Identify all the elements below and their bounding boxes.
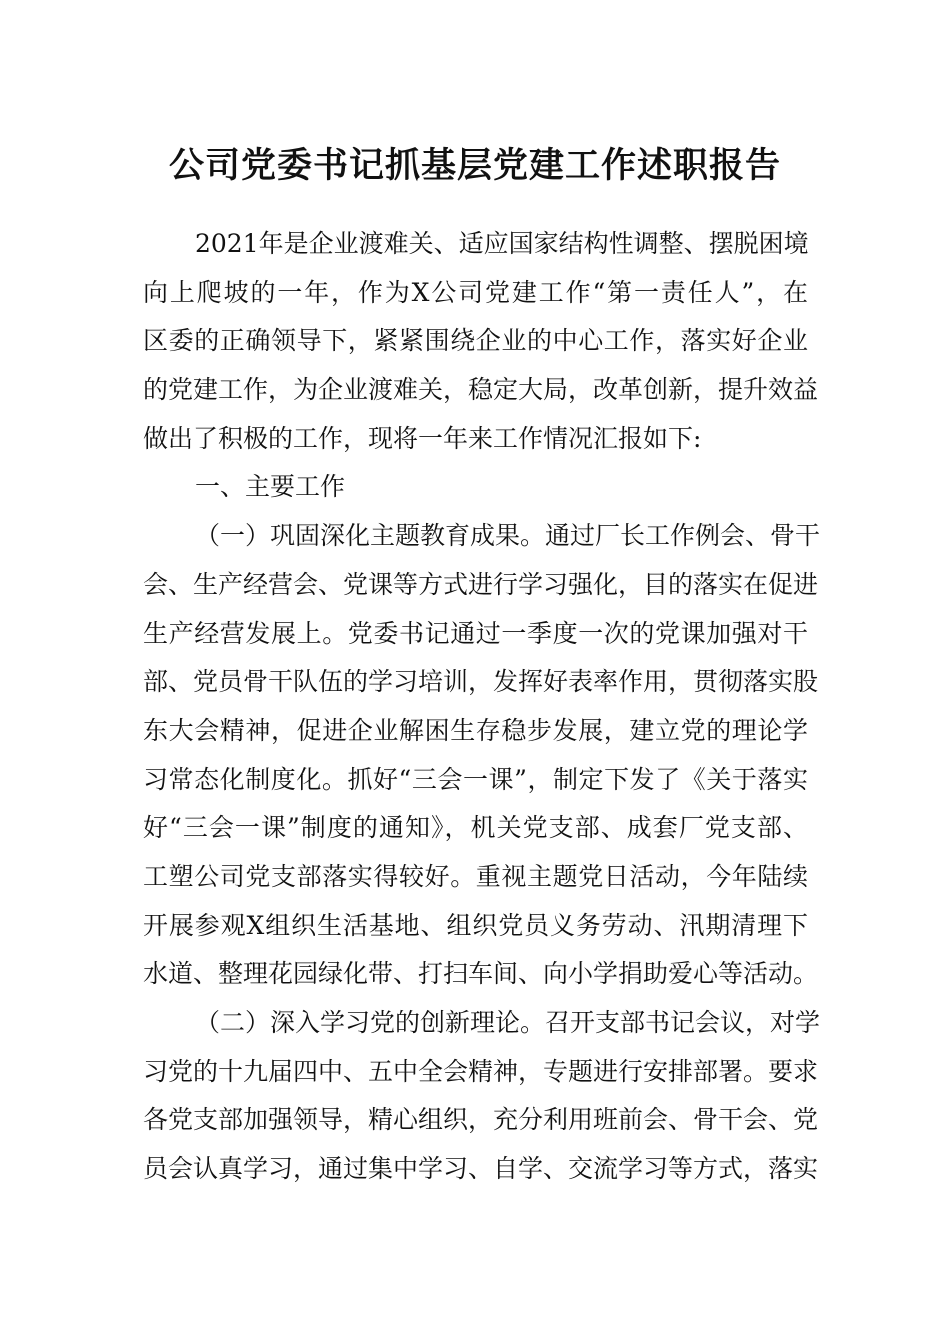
paragraph-line: 习党的十九届四中、五中全会精神，专题进行安排部署。要求 [143,1056,819,1086]
paragraph-line: 东大会精神，促进企业解困生存稳步发展，建立党的理论学 [143,715,808,745]
paragraph-line: 做出了积极的工作，现将一年来工作情况汇报如下: [143,423,702,453]
document-body [143,220,821,1194]
paragraph-line: 各党支部加强领导，精心组织，充分利用班前会、骨干会、党 [143,1105,819,1135]
paragraph-line: 会、生产经营会、党课等方式进行学习强化，目的落实在促进 [143,569,819,599]
paragraph-line: 习常态化制度化。抓好“三会一课”，制定下发了《关于落实 [143,764,808,794]
paragraph-line: 开展参观X组织生活基地、组织党员义务劳动、汛期清理下 [143,910,808,940]
paragraph-line: 向上爬坡的一年，作为X公司党建工作“第一责任人”，在 [143,277,808,307]
paragraph-line: （一）巩固深化主题教育成果。通过厂长工作例会、骨干 [195,521,821,551]
paragraph-line: 好“三会一课”制度的通知》，机关党支部、成套厂党支部、 [143,813,808,843]
document-title: 公司党委书记抓基层党建工作述职报告 [168,145,781,186]
paragraph-line: 区委的正确领导下，紧紧围绕企业的中心工作，落实好企业 [143,326,808,356]
section-heading: 一、主要工作 [195,472,346,502]
paragraph-line: 生产经营发展上。党委书记通过一季度一次的党课加强对干 [143,618,808,648]
paragraph-line: 的党建工作，为企业渡难关，稳定大局，改革创新，提升效益 [143,375,819,405]
paragraph-line: 2021年是企业渡难关、适应国家结构性调整、摆脱困境 [195,229,809,258]
paragraph-line: 水道、整理花园绿化带、打扫车间、向小学捐助爱心等活动。 [143,959,819,989]
paragraph-line: 员会认真学习，通过集中学习、自学、交流学习等方式，落实 [143,1154,819,1184]
paragraph-line: 部、党员骨干队伍的学习培训，发挥好表率作用，贯彻落实股 [143,667,819,697]
paragraph-line: 工塑公司党支部落实得较好。重视主题党日活动，今年陆续 [143,861,808,891]
paragraph-line: （二）深入学习党的创新理论。召开支部书记会议，对学 [195,1008,821,1037]
